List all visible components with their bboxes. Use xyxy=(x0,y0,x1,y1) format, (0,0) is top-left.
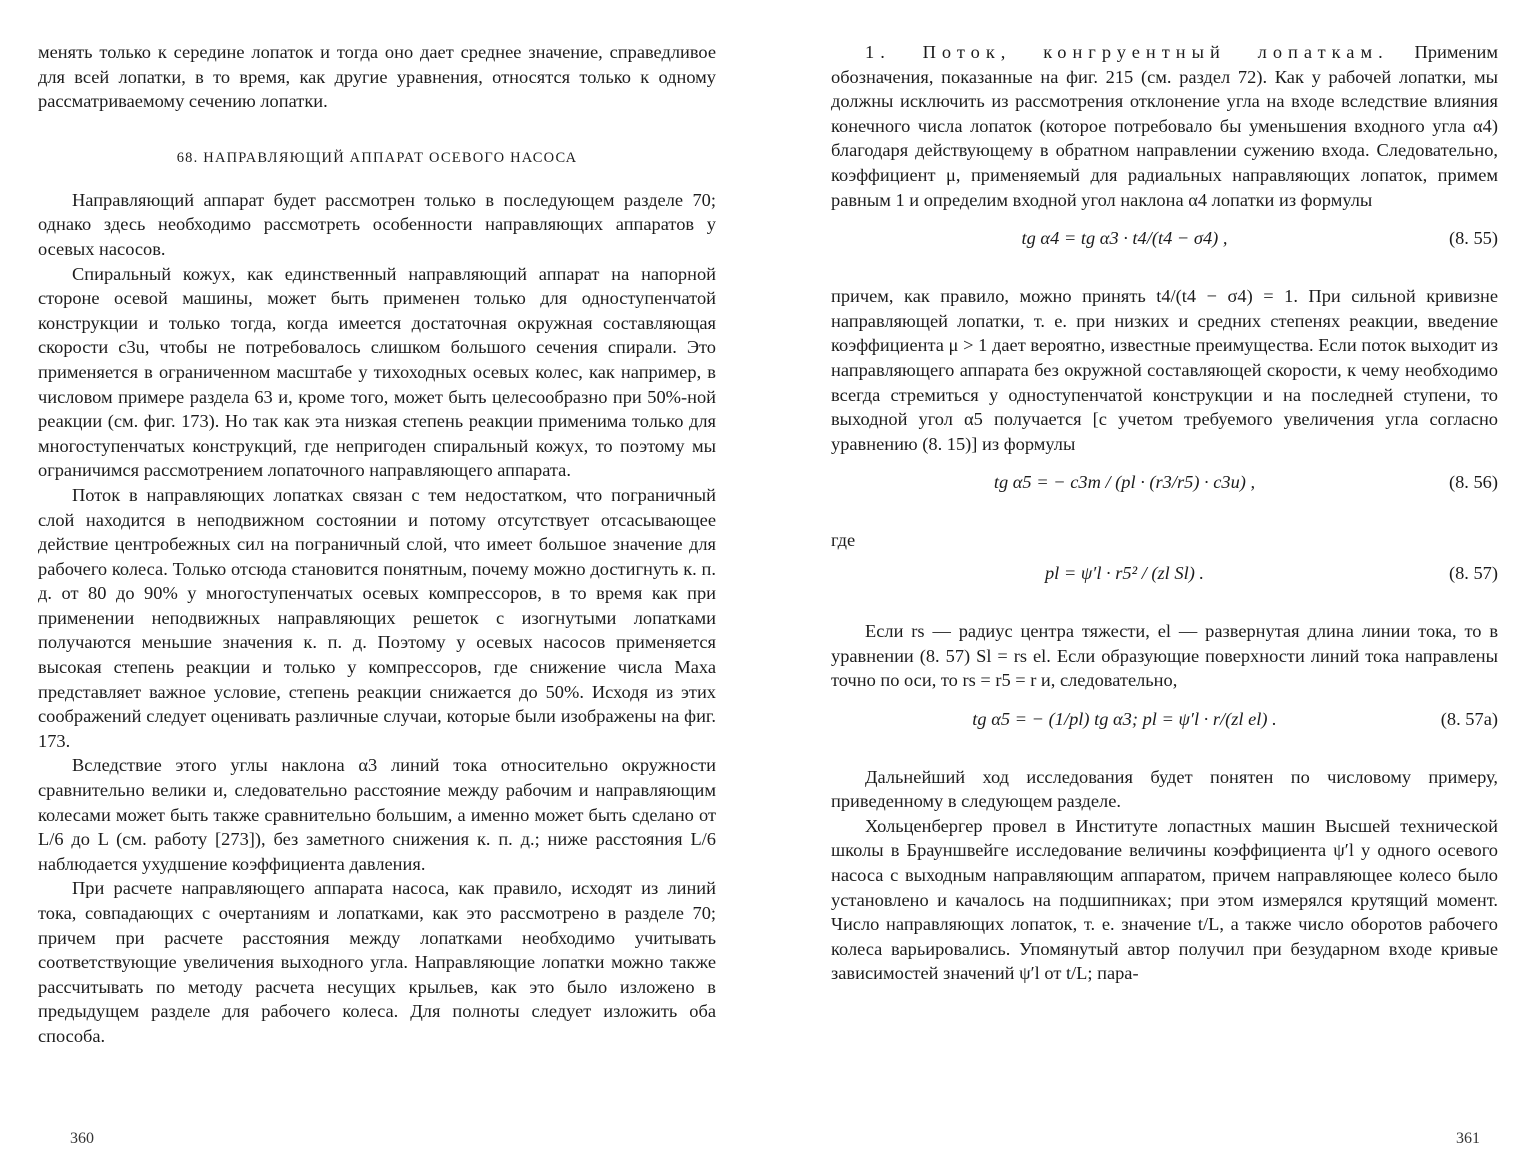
equation-8-57-number: (8. 57) xyxy=(1448,562,1498,583)
right-page xyxy=(831,0,1498,1162)
left-paragraph-4: Вследствие этого углы наклона α3 линий тока относительно окружности сравнительно велики и, следовательно расстояние между рабочим и направляющим колесами может быть также сравнительно большим, а именно может быть сделано от L/6 до L (см. работу [273]), без заметного снижения к. п. д.; ниже расстояния L/6 наблюдается ухудшение коэффициента давления. xyxy=(38,755,716,874)
right-paragraph-2: причем, как правило, можно принять t4/(t4 − σ4) = 1. При сильной кривизне направляющей лопатки, т. е. при низких и средних степенях реакции, введение коэффициента μ > 1 дает вероятно, известные преимущества. Если поток выходит из направляющего аппарата без окружной составляющей скорости, к чему необходимо всегда стремиться у одноступенчатой конструкции и на последней ступени, то выходной угол α5 получается [с учетом требуемого увеличения угла согласно уравнению (8. 15)] из формулы xyxy=(831,286,1498,454)
equation-8-57 xyxy=(831,553,1498,593)
equation-8-57a-formula: tg α5 = − (1/pl) tg α3; pl = ψ′l · r/(zl el) . xyxy=(972,708,1277,729)
right-paragraph-4: Дальнейший ход исследования будет понятен по числовому примеру, приведенному в следующем разделе. xyxy=(831,766,1498,812)
left-paragraph-1: Направляющий аппарат будет рассмотрен только в последующем разделе 70; однако здесь необходимо рассмотреть особенности направляющих аппаратов у осевых насосов. xyxy=(38,189,716,259)
subsection-title: 1. Поток, конгруентный лопаткам. xyxy=(865,42,1389,62)
left-paragraph-continued: менять только к середине лопаток и тогда оно дает среднее значение, справедливое для всей лопатки, в то время, как другие уравнения, относятся только к одному рассматриваемому сечению лопатки. xyxy=(38,42,716,112)
equation-8-55-number: (8. 55) xyxy=(1448,228,1498,249)
right-paragraph-1 xyxy=(831,40,1498,212)
equation-8-57-formula: pl = ψ′l · r5² / (zl Sl) . xyxy=(1044,562,1205,583)
right-paragraph-3: Если rs — радиус центра тяжести, el — развернутая длина линии тока, то в уравнении (8. 57) Sl = rs el. Если образующие поверхности линий тока направлены точно по оси, то rs = r5 = r и, следовательно, xyxy=(831,620,1498,691)
equation-8-56-number: (8. 56) xyxy=(1448,472,1498,493)
section-heading: 68. НАПРАВЛЯЮЩИЙ АППАРАТ ОСЕВОГО НАСОСА xyxy=(176,149,578,166)
equation-8-56 xyxy=(831,462,1498,502)
left-paragraph-3: Поток в направляющих лопатках связан с тем недостатком, что пограничный слой находится в неподвижном состоянии и потому отсутствует отсасывающее действие центробежных сил на пограничный слой, что имеет большое значение для рабочего колеса. Только отсюда становится понятным, почему можно достигнуть к. п. д. от 80 до 90% у многоступенчатых осевых компрессоров, в то время как при применении неподвижных направляющих решеток с изогнутыми лопатками получаются меньшие значения к. п. д. Поэтому у осевых насосов применяется высокая степень реакции и только у компрессоров, где снижение числа Маха представляет важное условие, степень реакции снижается до 50%. Исходя из этих соображений следует оценивать различные случаи, которые были изображены на фиг. 173. xyxy=(38,484,716,751)
equation-8-57a-number: (8. 57а) xyxy=(1440,708,1498,729)
page-number-left: 360 xyxy=(70,1130,94,1147)
equation-8-55-formula: tg α4 = tg α3 · t4/(t4 − σ4) , xyxy=(1021,228,1228,249)
left-paragraph-2: Спиральный кожух, как единственный направляющий аппарат на напорной стороне осевой машины, может быть применен только для одноступенчатой конструкции и только тогда, когда имеется достаточная окружная составляющая скорости c3u, чтобы не потребовалось слишком большого сечения спирали. Это применяется в ограниченном масштабе у тихоходных осевых колес, как например, в числовом примере раздела 63 и, кроме того, может быть целесообразно при 50%-ной реакции (см. фиг. 173). Но так как эта низкая степень реакции применима только для многоступенчатых конструкций, где непригоден спиральный кожух, то поэтому мы ограничимся рассмотрением лопаточного направляющего аппарата. xyxy=(38,263,716,481)
equation-8-55 xyxy=(831,218,1498,258)
equation-8-57a xyxy=(831,699,1498,739)
right-paragraph-5: Хольценбергер провел в Институте лопастных машин Высшей технической школы в Брауншвейге исследование величины коэффициента ψ′l у одного осевого насоса с выходным направляющим аппаратом, причем направляющее колесо было установлено и качалось на подшипниках; при этом измерялся крутящий момент. Число направляющих лопаток, т. е. значение t/L, а также число оборотов рабочего колеса варьировались. Упомянутый автор получил при безударном входе кривые зависимостей значений ψ′l от t/L; пара- xyxy=(831,815,1498,984)
left-page xyxy=(38,0,716,1162)
equation-8-56-formula: tg α5 = − c3m / (pl · (r3/r5) · c3u) , xyxy=(993,472,1256,493)
where-label: где xyxy=(831,530,856,551)
right-paragraph-1-text: Применим обозначения, показанные на фиг. 215 (см. раздел 72). Как у рабочей лопатки, мы должны исключить из рассмотрения отклонение угла на входе вследствие влияния конечного числа лопаток (которое потребовало бы уменьшения входного угла α4) благодаря действующему в обратном направлении сужению входа. Следовательно, коэффициент μ, применяемый для радиальных направляющих лопаток, примем равным 1 и определим входной угол наклона α4 лопатки из формулы xyxy=(831,42,1498,210)
page-number-right: 361 xyxy=(1456,1130,1480,1147)
left-paragraph-5: При расчете направляющего аппарата насоса, как правило, исходят из линий тока, совпадающих с очертаниям и лопатками, как это рассмотрено в разделе 70; причем при расчете расстояния между лопатками необходимо учитывать соответствующие увеличения выходного угла. Направляющие лопатки можно также рассчитывать по методу расчета несущих крыльев, как это было изложено в предыдущем разделе для рабочего колеса. Для полноты следует изложить оба способа. xyxy=(38,878,716,1046)
